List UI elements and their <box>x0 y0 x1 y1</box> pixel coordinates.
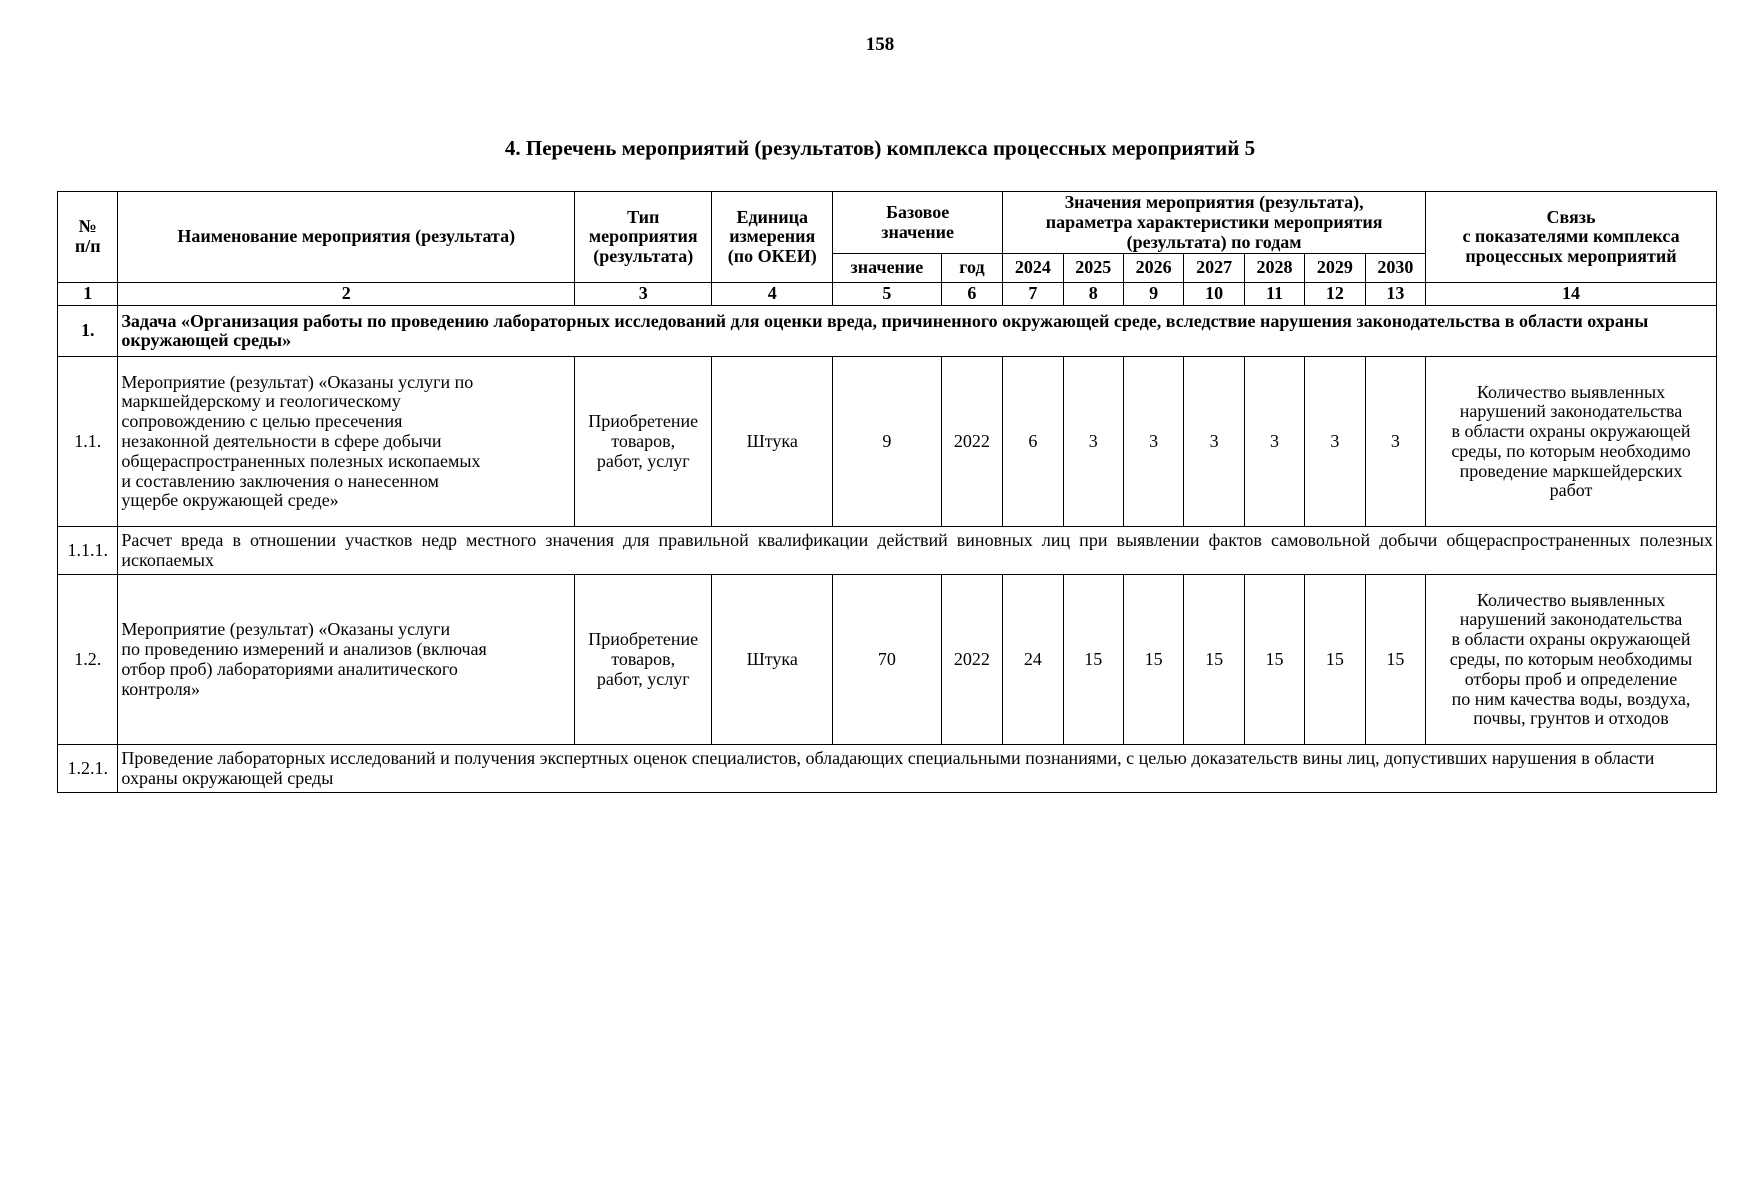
measure-year-value: 15 <box>1365 575 1425 745</box>
measure-year-value: 15 <box>1305 575 1365 745</box>
header-base-year: год <box>941 254 1002 283</box>
measure-base-year: 2022 <box>941 357 1002 527</box>
measure-link: Количество выявленных нарушений законодательства в области охраны окружающей среды, по которым необходимо проведение маркшейдерских работ <box>1426 357 1717 527</box>
measure-row <box>58 575 1717 745</box>
measure-year-value: 15 <box>1063 575 1123 745</box>
measure-year-value: 15 <box>1123 575 1183 745</box>
page-number: 158 <box>865 34 895 55</box>
measure-year-value: 3 <box>1244 357 1304 527</box>
column-number: 1 <box>58 283 118 306</box>
header-year: 2030 <box>1365 254 1425 283</box>
task-row <box>58 306 1717 357</box>
column-number: 14 <box>1426 283 1717 306</box>
measure-type: Приобретение товаров, работ, услуг <box>575 357 712 527</box>
measure-unit: Штука <box>712 575 833 745</box>
measure-num: 1.2. <box>58 575 118 745</box>
column-number: 4 <box>712 283 833 306</box>
measure-num: 1.1. <box>58 357 118 527</box>
column-number: 12 <box>1305 283 1365 306</box>
header-year: 2027 <box>1184 254 1244 283</box>
sub-measure-num: 1.1.1. <box>58 527 118 575</box>
header-year: 2028 <box>1244 254 1304 283</box>
column-number: 8 <box>1063 283 1123 306</box>
measure-year-value: 3 <box>1063 357 1123 527</box>
column-number: 13 <box>1365 283 1425 306</box>
measure-year-value: 6 <box>1003 357 1063 527</box>
measure-name: Мероприятие (результат) «Оказаны услуги по проведению измерений и анализов (включая отбор проб) лабораториями аналитического контроля» <box>118 575 575 745</box>
column-number: 6 <box>941 283 1002 306</box>
measure-year-value: 15 <box>1184 575 1244 745</box>
header-row-1 <box>58 192 1717 254</box>
measure-base-value: 9 <box>833 357 942 527</box>
measure-year-value: 3 <box>1305 357 1365 527</box>
header-base-value: значение <box>833 254 942 283</box>
document-title: 4. Перечень мероприятий (результатов) комплекса процессных мероприятий 5 <box>504 136 1256 160</box>
sub-measure-num: 1.2.1. <box>58 745 118 793</box>
measure-year-value: 24 <box>1003 575 1063 745</box>
header-unit: Единица измерения (по ОКЕИ) <box>712 192 833 283</box>
sub-measure-text: Расчет вреда в отношении участков недр местного значения для правильной квалификации действий виновных лиц при выявлении фактов самовольной добычи общераспространенных полезных ископаемых <box>118 527 1717 575</box>
header-year: 2029 <box>1305 254 1365 283</box>
task-num: 1. <box>58 306 118 357</box>
column-number-row <box>58 283 1717 306</box>
header-type: Тип мероприятия (результата) <box>575 192 712 283</box>
column-number: 10 <box>1184 283 1244 306</box>
measure-year-value: 3 <box>1365 357 1425 527</box>
header-values: Значения мероприятия (результата), параметра характеристики мероприятия (результата) по годам <box>1003 192 1426 254</box>
measure-base-value: 70 <box>833 575 942 745</box>
measure-type: Приобретение товаров, работ, услуг <box>575 575 712 745</box>
column-number: 2 <box>118 283 575 306</box>
header-year: 2025 <box>1063 254 1123 283</box>
measure-year-value: 3 <box>1184 357 1244 527</box>
header-year: 2024 <box>1003 254 1063 283</box>
column-number: 11 <box>1244 283 1304 306</box>
measure-unit: Штука <box>712 357 833 527</box>
task-text: Задача «Организация работы по проведению лабораторных исследований для оценки вреда, причиненного окружающей среде, вследствие нарушения законодательства в области охраны окружающей среды» <box>118 306 1717 357</box>
header-name: Наименование мероприятия (результата) <box>118 192 575 283</box>
header-link: Связь с показателями комплекса процессных мероприятий <box>1426 192 1717 283</box>
header-base: Базовое значение <box>833 192 1003 254</box>
column-number: 7 <box>1003 283 1063 306</box>
measure-year-value: 15 <box>1244 575 1304 745</box>
column-number: 5 <box>833 283 942 306</box>
measure-base-year: 2022 <box>941 575 1002 745</box>
column-number: 9 <box>1123 283 1183 306</box>
measure-row <box>58 357 1717 527</box>
sub-measure-text: Проведение лабораторных исследований и получения экспертных оценок специалистов, обладающих специальными познаниями, с целью доказательств вины лиц, допустивших нарушения в области охраны окружающей среды <box>118 745 1717 793</box>
header-year: 2026 <box>1123 254 1183 283</box>
sub-measure-row <box>58 745 1717 793</box>
measure-link: Количество выявленных нарушений законодательства в области охраны окружающей среды, по которым необходимы отборы проб и определение по ним качества воды, воздуха, почвы, грунтов и отходов <box>1426 575 1717 745</box>
column-number: 3 <box>575 283 712 306</box>
measures-table <box>57 191 1717 793</box>
header-num: № п/п <box>58 192 118 283</box>
measure-year-value: 3 <box>1123 357 1183 527</box>
sub-measure-row <box>58 527 1717 575</box>
measure-name: Мероприятие (результат) «Оказаны услуги по маркшейдерскому и геологическому сопровождению с целью пресечения незаконной деятельности в сфере добычи общераспространенных полезных ископаемых и составлению заключения о нанесенном ущербе окружающей среде» <box>118 357 575 527</box>
